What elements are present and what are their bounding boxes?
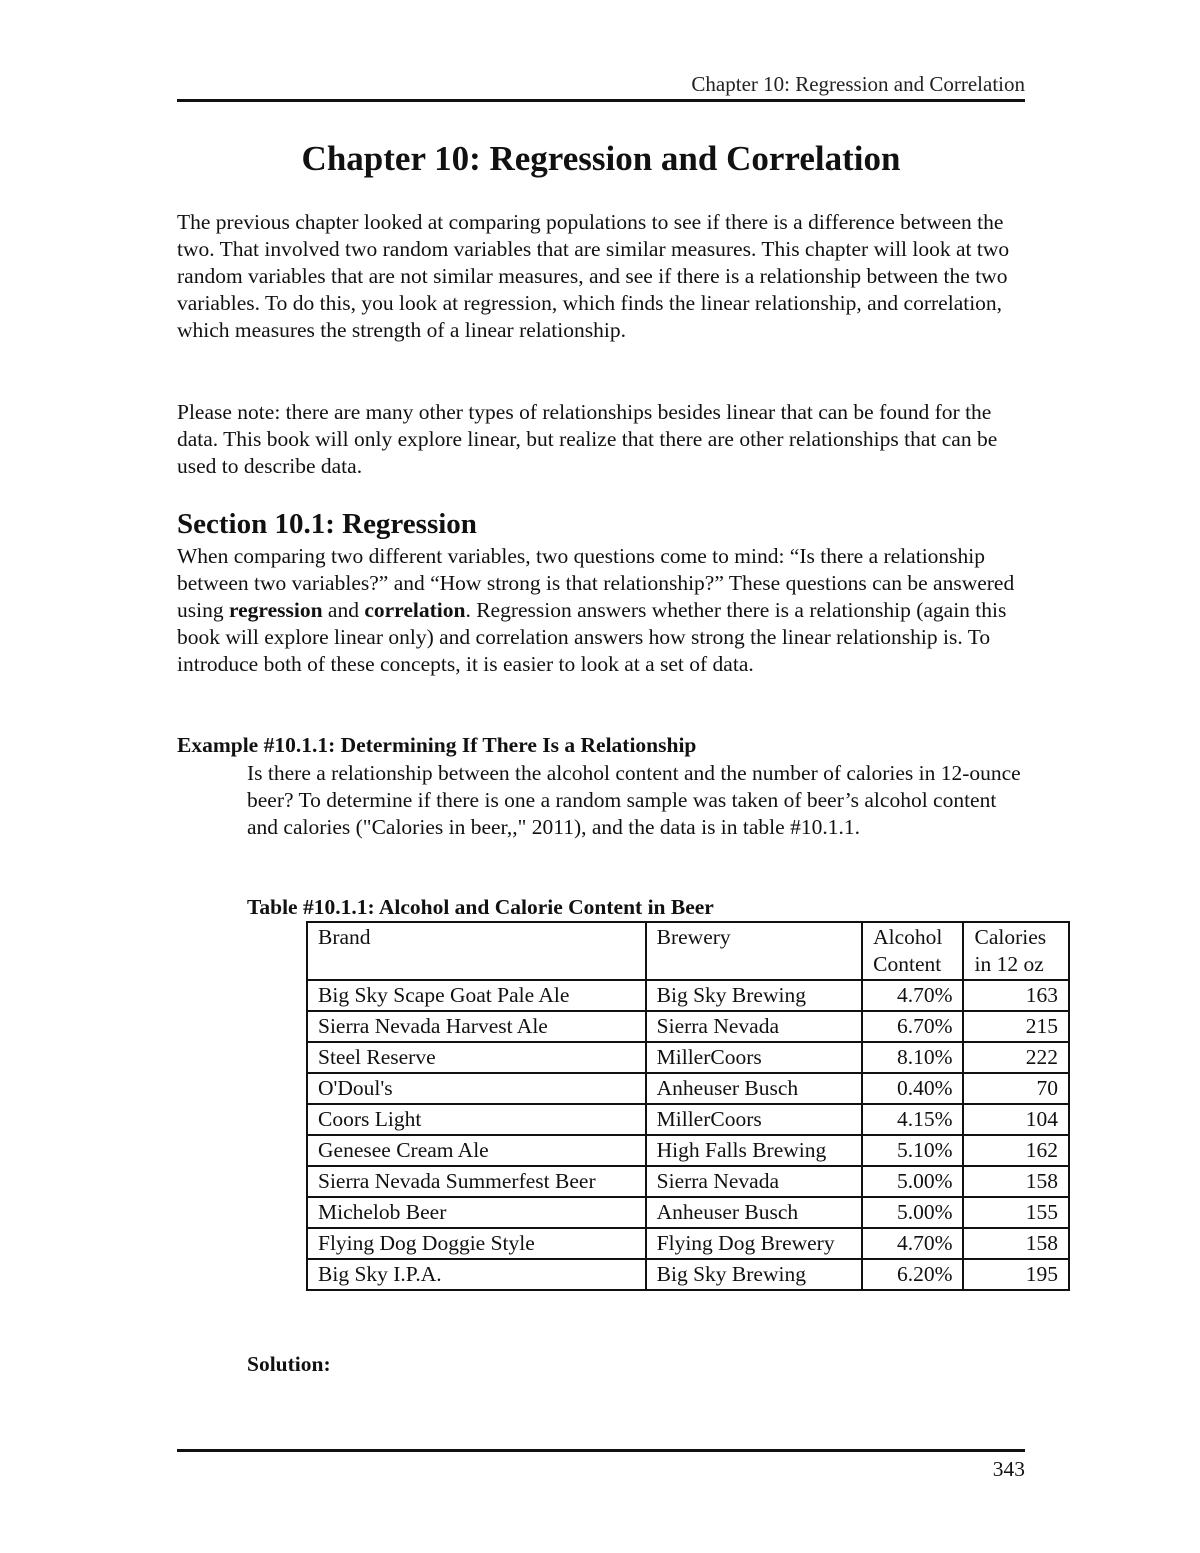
note-paragraph: Please note: there are many other types of relationships besides linear that can be found for the data. This book will only explore linear, but realize that there are other relationships that can be used to describe data. <box>177 400 998 478</box>
beer-data-table <box>306 921 1070 1291</box>
cell-calories: 162 <box>963 1135 1069 1166</box>
cell-brewery: High Falls Brewing <box>646 1135 863 1166</box>
term-regression: regression <box>228 598 323 622</box>
cell-alcohol: 5.00% <box>862 1166 963 1197</box>
table-row <box>307 980 1069 1011</box>
table-row <box>307 1259 1069 1290</box>
cell-brand: Sierra Nevada Summerfest Beer <box>307 1166 646 1197</box>
cell-brewery: Flying Dog Brewery <box>646 1228 863 1259</box>
header-brewery: Brewery <box>646 922 863 980</box>
cell-alcohol: 4.70% <box>862 980 963 1011</box>
section-paragraph-and: and <box>322 598 365 622</box>
cell-brewery: MillerCoors <box>646 1104 863 1135</box>
cell-alcohol: 5.10% <box>862 1135 963 1166</box>
header-rule <box>177 99 1025 102</box>
header-calories: Calories in 12 oz <box>963 922 1069 980</box>
section-paragraph-text-2: . Regression answers whether there is a relationship (again this book will explore linear only) and correlation answers how strong the linear relationship is. To introduce both of these concepts, it is easier to look at a set of data. <box>177 598 1007 676</box>
cell-calories: 104 <box>963 1104 1069 1135</box>
cell-calories: 195 <box>963 1259 1069 1290</box>
table-caption: Table #10.1.1: Alcohol and Calorie Content in Beer <box>247 895 714 919</box>
footer-rule <box>177 1449 1025 1452</box>
example-body: Is there a relationship between the alcohol content and the number of calories in 12-ounce beer? To determine if there is one a random sample was taken of beer’s alcohol content and calories ("Calories in beer,," 2011), and the data is in table #10.1.1. <box>247 761 1021 839</box>
section-paragraph <box>177 543 1027 678</box>
document-page <box>177 0 1058 1553</box>
cell-alcohol: 5.00% <box>862 1197 963 1228</box>
cell-calories: 222 <box>963 1042 1069 1073</box>
cell-alcohol: 4.70% <box>862 1228 963 1259</box>
cell-brewery: Anheuser Busch <box>646 1073 863 1104</box>
cell-brand: Genesee Cream Ale <box>307 1135 646 1166</box>
table-header-row <box>307 922 1069 980</box>
cell-alcohol: 0.40% <box>862 1073 963 1104</box>
chapter-title: Chapter 10: Regression and Correlation <box>301 139 901 178</box>
cell-alcohol: 4.15% <box>862 1104 963 1135</box>
table-row <box>307 1011 1069 1042</box>
cell-brewery: Big Sky Brewing <box>646 980 863 1011</box>
table-row <box>307 1073 1069 1104</box>
page-number: 343 <box>992 1457 1025 1481</box>
cell-brand: Flying Dog Doggie Style <box>307 1228 646 1259</box>
example-title: Example #10.1.1: Determining If There Is a Relationship <box>177 733 697 757</box>
table-row <box>307 1197 1069 1228</box>
running-header: Chapter 10: Regression and Correlation <box>691 72 1025 96</box>
cell-calories: 158 <box>963 1166 1069 1197</box>
cell-brand: Steel Reserve <box>307 1042 646 1073</box>
cell-brewery: Sierra Nevada <box>646 1166 863 1197</box>
cell-brewery: MillerCoors <box>646 1042 863 1073</box>
cell-brand: Big Sky I.P.A. <box>307 1259 646 1290</box>
cell-calories: 163 <box>963 980 1069 1011</box>
cell-calories: 155 <box>963 1197 1069 1228</box>
cell-brand: Big Sky Scape Goat Pale Ale <box>307 980 646 1011</box>
cell-alcohol: 6.70% <box>862 1011 963 1042</box>
table-row <box>307 1104 1069 1135</box>
cell-brand: Sierra Nevada Harvest Ale <box>307 1011 646 1042</box>
cell-brewery: Anheuser Busch <box>646 1197 863 1228</box>
cell-brand: Michelob Beer <box>307 1197 646 1228</box>
term-correlation: correlation <box>364 598 466 622</box>
solution-label: Solution: <box>247 1352 331 1376</box>
table-row <box>307 1042 1069 1073</box>
cell-brand: O'Doul's <box>307 1073 646 1104</box>
cell-brand: Coors Light <box>307 1104 646 1135</box>
section-title: Section 10.1: Regression <box>177 508 477 540</box>
intro-paragraph: The previous chapter looked at comparing populations to see if there is a difference between the two. That involved two random variables that are similar measures. This chapter will look at two random variables that are not similar measures, and see if there is a relationship between the two variables. To do this, you look at regression, which finds the linear relationship, and correlation, which measures the strength of a linear relationship. <box>177 210 1010 342</box>
section-paragraph-text-1: When comparing two different variables, two questions come to mind: “Is there a relationship between two variables?” and “How strong is that relationship?” These questions can be answered using <box>177 544 1015 622</box>
header-brand: Brand <box>307 922 646 980</box>
cell-brewery: Big Sky Brewing <box>646 1259 863 1290</box>
cell-alcohol: 8.10% <box>862 1042 963 1073</box>
cell-calories: 70 <box>963 1073 1069 1104</box>
table-row <box>307 1166 1069 1197</box>
cell-alcohol: 6.20% <box>862 1259 963 1290</box>
table-row <box>307 1135 1069 1166</box>
cell-calories: 158 <box>963 1228 1069 1259</box>
cell-brewery: Sierra Nevada <box>646 1011 863 1042</box>
header-alcohol-content: Alcohol Content <box>862 922 963 980</box>
table-row <box>307 1228 1069 1259</box>
cell-calories: 215 <box>963 1011 1069 1042</box>
